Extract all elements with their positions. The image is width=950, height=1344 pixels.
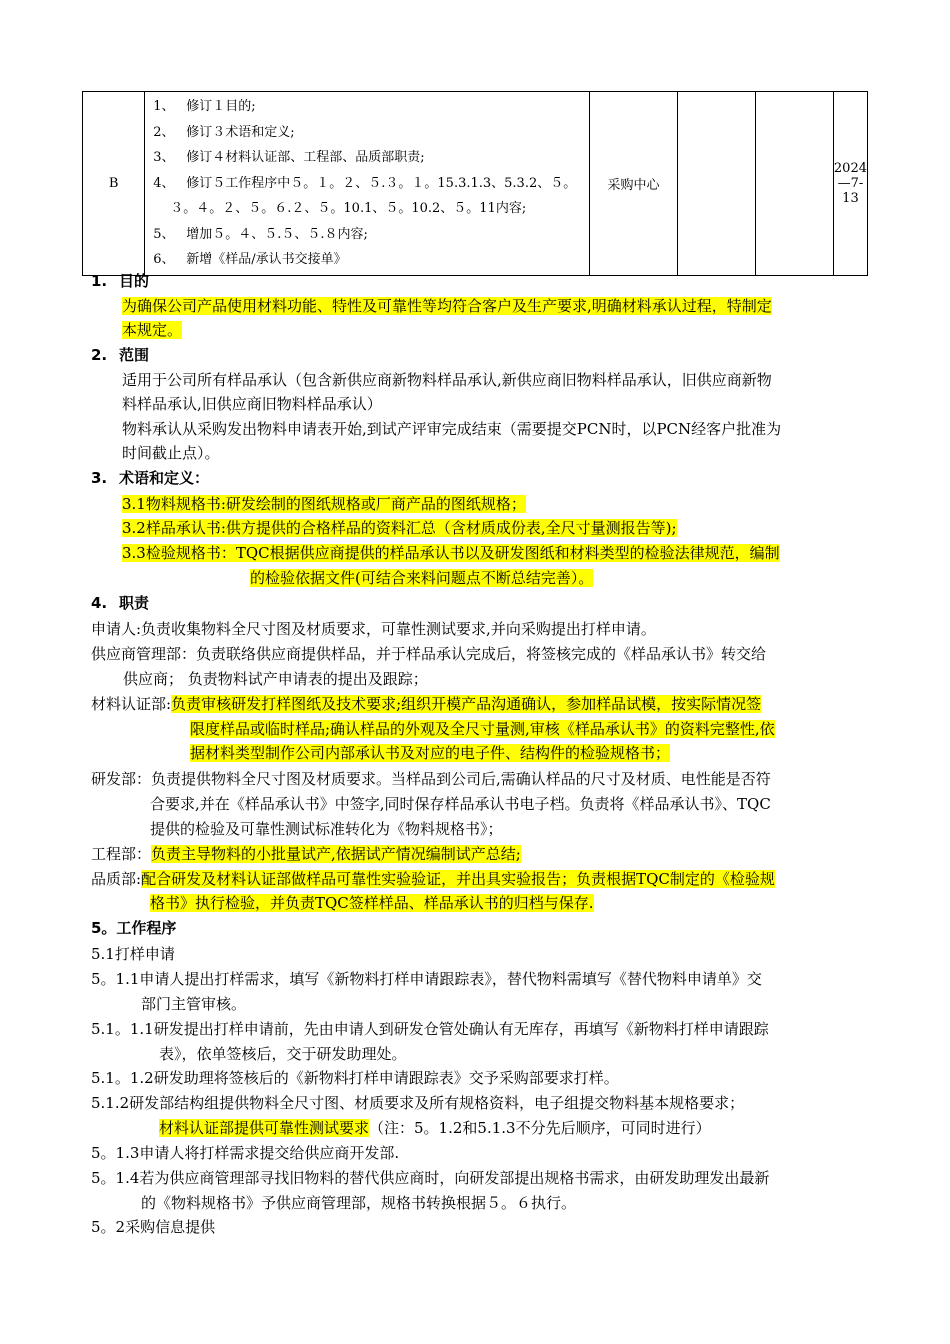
procedure-text: 5.1。1.2研发助理将签核后的《新物料打样申请跟踪表》交予采购部要求打样。	[91, 1069, 619, 1087]
responsibility-rd: 研发部：负责提供物料全尺寸图及材质要求。当样品到公司后,需确认样品的尺寸及材质、电性能是否符	[91, 770, 771, 788]
procedure-text: 5.1打样申请	[91, 945, 175, 963]
scope-text: 物料承认从采购发出物料申请表开始,到试产评审完成结束（需要提交PCN时，以PCN经客户批准为	[122, 420, 782, 438]
responsibility-material-cert: 限度样品或临时样品;确认样品的外观及全尺寸量测,审核《样品承认书》的资料完整性,依	[190, 720, 775, 738]
department-cell: 采购中心	[590, 92, 678, 276]
revision-item: 1、 修订１目的;	[153, 99, 256, 114]
responsibility-rd: 提供的检验及可靠性测试标准转化为《物料规格书》；	[150, 820, 503, 838]
responsibility-rd: 合要求,并在《样品承认书》中签字,同时保存样品承认书电子档。负责将《样品承认书》、TQC	[150, 795, 771, 813]
procedure-text: 材料认证部提供可靠性测试要求（注：5。1.2和5.1.3不分先后顺序，可同时进行）	[159, 1119, 711, 1137]
revision-item-continued: ３。４。２、５。６.２、５。10.1、５。10.2、５。11内容;	[170, 201, 527, 216]
section-heading-definitions: 3. 术语和定义：	[91, 469, 210, 487]
responsibility-supplier-mgmt: 供应商； 负责物料试产申请表的提出及跟踪；	[123, 670, 428, 688]
revision-content-cell	[145, 92, 590, 276]
revision-item: 2、 修订３术语和定义;	[153, 124, 295, 140]
procedure-text: 5。1.3申请人将打样需求提交给供应商开发部.	[91, 1144, 400, 1162]
section-heading-purpose: 1. 目的	[91, 272, 150, 290]
definition-item: 3.3检验规格书：TQC根据供应商提供的样品承认书以及研发图纸和材料类型的检验法律规范，编制	[122, 544, 780, 562]
version-cell: B	[83, 92, 145, 276]
definition-item: 3.2样品承认书:供方提供的合格样品的资料汇总（含材质成份表,全尺寸量测报告等);	[122, 519, 677, 537]
responsibility-quality: 品质部:配合研发及材料认证部做样品可靠性实验验证，并出具实验报告；负责根据TQC制定的《检验规	[91, 870, 775, 888]
section-heading-scope: 2. 范围	[91, 346, 150, 364]
scope-text: 时间截止点）。	[122, 444, 220, 462]
section-heading-procedure: 5。工作程序	[91, 919, 177, 937]
empty-cell	[678, 92, 756, 276]
responsibility-applicant: 申请人:负责收集物料全尺寸图及材质要求，可靠性测试要求,并向采购提出打样申请。	[91, 620, 656, 638]
revision-item: 6、 新增《样品/承认书交接单》	[153, 252, 347, 267]
revision-item: 4、 修订５工作程序中５。１。２、５.３。１。15.3.1.3、5.3.2、５。	[153, 175, 577, 191]
procedure-text: 部门主管审核。	[141, 995, 247, 1013]
definition-item: 的检验依据文件(可结合来料问题点不断总结完善）。	[250, 569, 594, 587]
revision-item: 3、 修订４材料认证部、工程部、品质部职责;	[153, 150, 425, 165]
procedure-text: 5。2采购信息提供	[91, 1218, 216, 1236]
revision-item: 5、 增加５。４、５.５、５.８内容;	[153, 226, 368, 242]
purpose-text: 本规定。	[122, 321, 183, 339]
date-cell: 2024—7-13	[833, 92, 867, 276]
responsibility-material-cert: 据材料类型制作公司内部承认书及对应的电子件、结构件的检验规格书；	[190, 744, 671, 762]
procedure-text: 5。1.4若为供应商管理部寻找旧物料的替代供应商时，向研发部提出规格书需求，由研发助理发出最新	[91, 1169, 770, 1187]
procedure-text: 5.1.2研发部结构组提供物料全尺寸图、材质要求及所有规格资料，电子组提交物料基本规格要求；	[91, 1094, 745, 1112]
revision-table	[82, 91, 868, 276]
responsibility-quality: 格书》执行检验，并负责TQC签样样品、样品承认书的归档与保存.	[150, 894, 594, 912]
purpose-text: 为确保公司产品使用材料功能、特性及可靠性等均符合客户及生产要求,明确材料承认过程，特制定	[122, 297, 772, 315]
definition-item: 3.1物料规格书:研发绘制的图纸规格或厂商产品的图纸规格；	[122, 495, 526, 513]
procedure-text: 5.1。1.1研发提出打样申请前，先由申请人到研发仓管处确认有无库存，再填写《新物料打样申请跟踪	[91, 1020, 769, 1038]
responsibility-engineering: 工程部：负责主导物料的小批量试产,依据试产情况编制试产总结;	[91, 845, 521, 863]
procedure-text: 的《物料规格书》予供应商管理部，规格书转换根据５。６执行。	[141, 1194, 577, 1212]
responsibility-supplier-mgmt: 供应商管理部：负责联络供应商提供样品，并于样品承认完成后，将签核完成的《样品承认书》转交给	[91, 645, 767, 663]
scope-text: 料样品承认,旧供应商旧物料样品承认）	[122, 395, 382, 413]
procedure-text: 5。1.1申请人提出打样需求，填写《新物料打样申请跟踪表》，替代物料需填写《替代物料申请单》交	[91, 970, 762, 988]
section-heading-responsibilities: 4. 职责	[91, 594, 150, 612]
responsibility-material-cert: 材料认证部:负责审核研发打样图纸及技术要求;组织开模产品沟通确认，参加样品试模，按实际情况签	[91, 695, 762, 713]
revision-row	[83, 92, 868, 276]
empty-cell	[755, 92, 833, 276]
scope-text: 适用于公司所有样品承认（包含新供应商新物料样品承认,新供应商旧物料样品承认，旧供应商新物	[122, 371, 772, 389]
procedure-text: 表》，依单签核后，交于研发助理处。	[159, 1045, 407, 1063]
